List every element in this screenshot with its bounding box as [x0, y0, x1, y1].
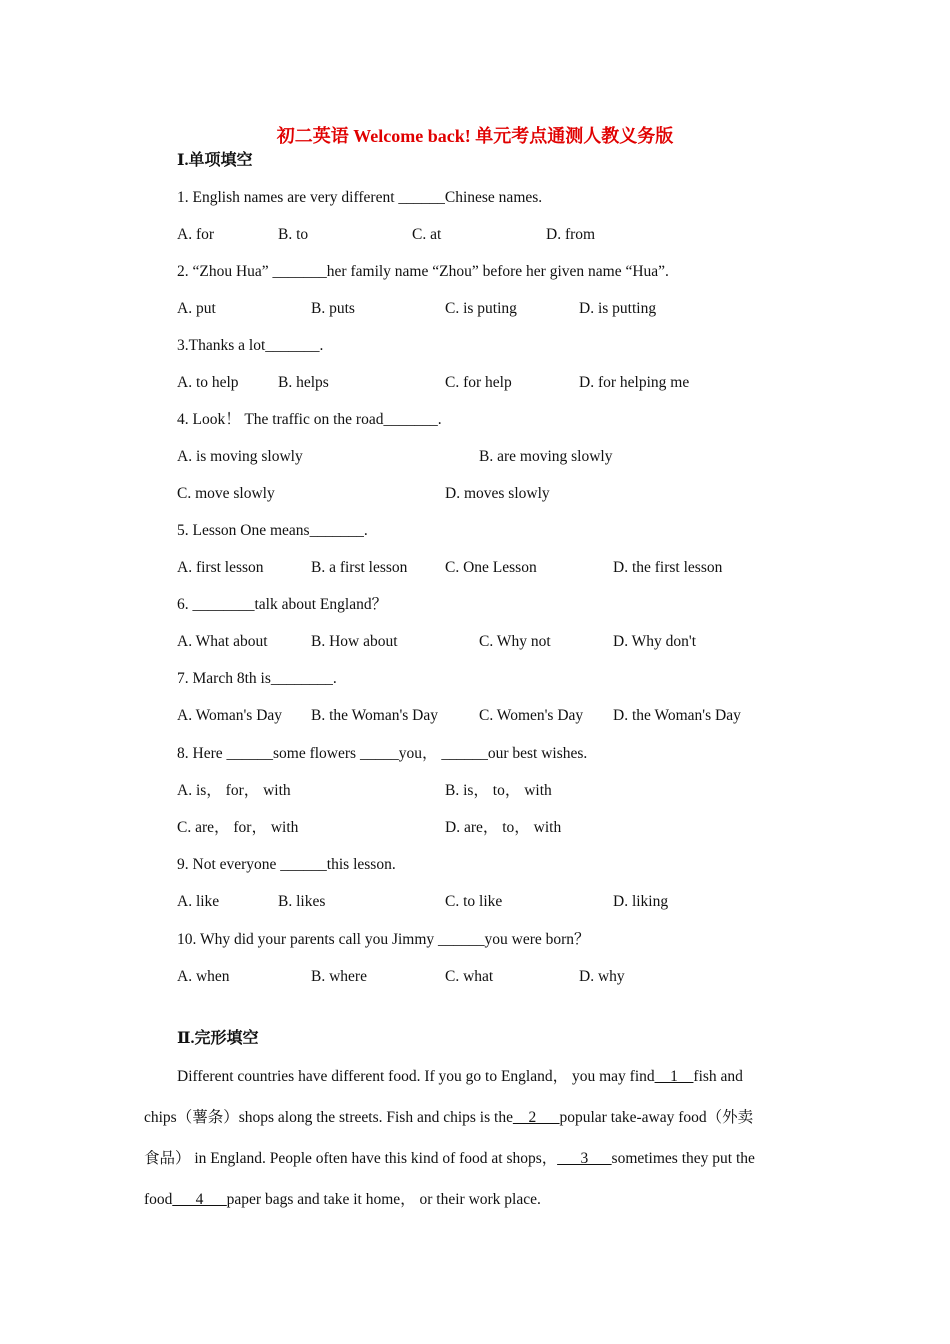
option-a: A. What about — [177, 633, 268, 650]
option-a: A. for — [177, 226, 215, 243]
option-a: A. is moving slowly — [177, 448, 303, 465]
passage-line — [144, 1148, 806, 1170]
option-a: A. Woman's Day — [177, 707, 283, 724]
question-stem: 2. “Zhou Hua” _______her family name “Zhou” before her given name “Hua”. — [177, 263, 669, 280]
passage-text: sometimes they put the — [611, 1150, 755, 1167]
question-stem: 4. Look！ The traffic on the road_______. — [177, 411, 442, 428]
question-stem: 6. ________talk about England？ — [177, 596, 388, 613]
option-b: B. puts — [311, 300, 355, 317]
question-stem: 7. March 8th is________. — [177, 670, 337, 687]
question-stem: 10. Why did your parents call you Jimmy ______you were born？ — [177, 931, 590, 948]
passage-text: food — [144, 1191, 173, 1208]
option-d: D. liking — [613, 893, 669, 910]
question-stem: 9. Not everyone ______this lesson. — [177, 856, 396, 873]
option-c: C. are， for， with — [177, 819, 299, 836]
option-c: C. move slowly — [177, 485, 275, 502]
option-a: A. put — [177, 300, 216, 317]
option-d: D. the Woman's Day — [613, 707, 741, 724]
option-b: B. is， to， with — [445, 782, 552, 799]
option-b: B. likes — [278, 893, 326, 910]
option-c: C. what — [445, 968, 494, 985]
passage-line — [144, 1107, 806, 1129]
passage-text: chips（薯条）shops along the streets. Fish and chips is the — [144, 1109, 513, 1126]
passage-text: 食品） in England. People often have this kind of food at shops， — [144, 1150, 558, 1167]
passage-text: paper bags and take it home， or their work place. — [226, 1191, 541, 1208]
option-a: A. first lesson — [177, 559, 264, 576]
question-stem: 5. Lesson One means_______. — [177, 522, 368, 539]
option-b: B. How about — [311, 633, 398, 650]
question-stem: 1. English names are very different ______Chinese names. — [177, 189, 543, 206]
option-d: D. the first lesson — [613, 559, 723, 576]
option-d: D. from — [546, 226, 596, 243]
option-c: C. One Lesson — [445, 559, 537, 576]
option-c: C. at — [412, 226, 442, 243]
passage-line — [144, 1189, 806, 1211]
section-heading-multiple-choice: Ⅰ.单项填空 — [177, 152, 253, 169]
blank-4: ___4___ — [172, 1191, 227, 1208]
option-d: D. why — [579, 968, 625, 985]
passage-text: popular take-away food（外卖 — [559, 1109, 754, 1126]
option-d: D. for helping me — [579, 374, 690, 391]
document-title: 初二英语 Welcome back! 单元考点通测人教义务版 — [276, 126, 674, 146]
blank-2: __2___ — [512, 1109, 560, 1126]
option-b: B. where — [311, 968, 367, 985]
passage-text: fish and — [693, 1068, 743, 1085]
option-a: A. like — [177, 893, 220, 910]
option-c: C. is puting — [445, 300, 517, 317]
passage-line — [177, 1066, 806, 1088]
option-b: B. are moving slowly — [479, 448, 613, 465]
option-a: A. when — [177, 968, 230, 985]
passage-text: Different countries have different food. If you go to England， you may find — [177, 1068, 655, 1085]
option-a: A. to help — [177, 374, 239, 391]
blank-1: __1__ — [654, 1068, 694, 1085]
option-c: C. Women's Day — [479, 707, 584, 724]
question-stem: 8. Here ______some flowers _____you， ______our best wishes. — [177, 745, 588, 762]
option-b: B. to — [278, 226, 309, 243]
option-b: B. a first lesson — [311, 559, 408, 576]
question-stem: 3.Thanks a lot_______. — [177, 337, 324, 354]
option-c: C. for help — [445, 374, 512, 391]
option-c: C. Why not — [479, 633, 551, 650]
option-b: B. the Woman's Day — [311, 707, 438, 724]
option-d: D. Why don't — [613, 633, 697, 650]
option-d: D. are， to， with — [445, 819, 562, 836]
option-d: D. is putting — [579, 300, 657, 317]
section-heading-cloze: Ⅱ.完形填空 — [177, 1030, 259, 1047]
option-c: C. to like — [445, 893, 503, 910]
option-d: D. moves slowly — [445, 485, 550, 502]
option-b: B. helps — [278, 374, 329, 391]
option-a: A. is， for， with — [177, 782, 291, 799]
blank-3: ___3___ — [557, 1150, 612, 1167]
